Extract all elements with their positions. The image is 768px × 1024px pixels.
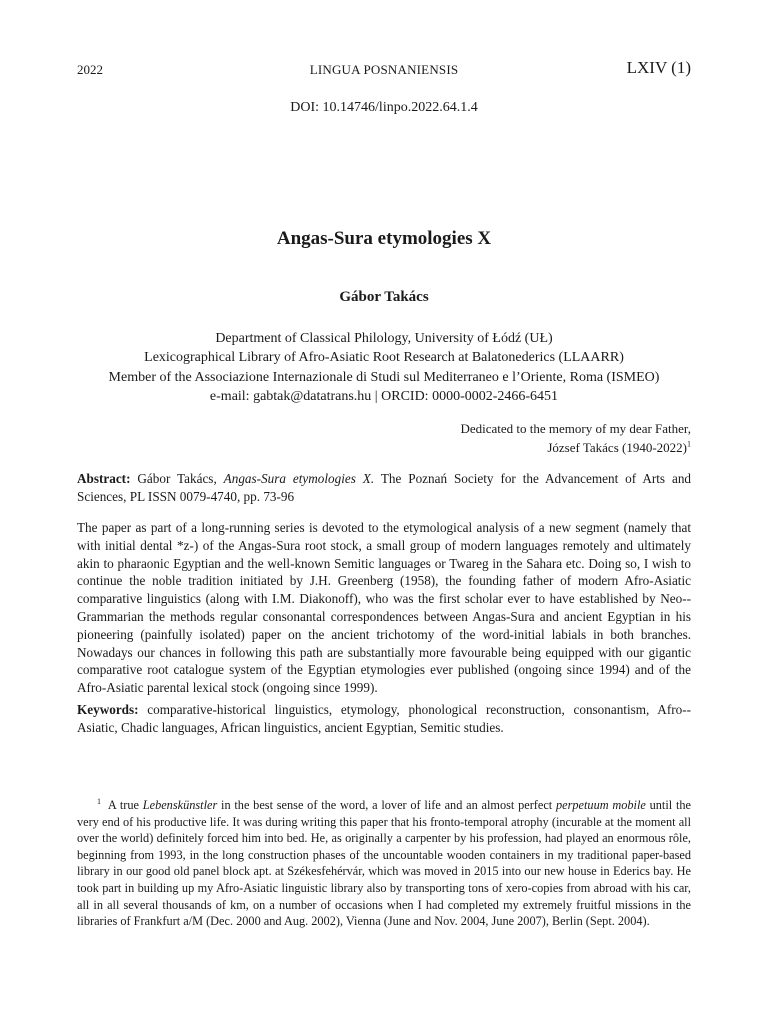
dedication — [291, 420, 691, 457]
header-journal-name: LINGUA POSNANIENSIS — [309, 62, 459, 77]
footnote-mark: 1 — [97, 796, 101, 806]
article-title: Angas-Sura etymologies X — [276, 228, 492, 249]
affiliation-line: Lexicographical Library of Afro-Asiatic Root Research at Balatonederics (LLAARR) — [144, 350, 624, 366]
footnote-ref[interactable]: 1 — [687, 439, 691, 449]
dedication-line: Dedicated to the memory of my dear Father, — [460, 421, 691, 436]
header-volume: LXIV (1) — [626, 58, 691, 77]
footnote-term: Lebenskünstler — [142, 798, 218, 812]
footnote-term: perpetuum mobile — [556, 798, 646, 812]
keywords-text: comparative-historical linguistics, etymology, phonological reconstruction, consonantism, Afro--Asiatic, Chadic languages, African linguistics, ancient Egyptian, Semitic studies. — [77, 702, 691, 735]
abstract-author: Gábor Takács, — [137, 471, 217, 486]
affiliation-line: Member of the Associazione Internazionale di Studi sul Mediterraneo e l’Oriente, Roma (ISMEO) — [108, 369, 660, 385]
keywords-label: Keywords: — [77, 702, 139, 717]
abstract-title: Angas-Sura etymologies X. — [223, 471, 375, 486]
author-name: Gábor Takács — [339, 289, 429, 305]
running-header — [77, 58, 691, 82]
abstract — [77, 470, 691, 506]
abstract-label: Abstract: — [77, 471, 131, 486]
author-affiliations — [77, 329, 691, 406]
abstract-body-paragraph: The paper as part of a long-running series is devoted to the etymological analysis of a new segment (namely that with initial dental *z-) of the Angas-Sura root stock, a small group of modern languages remotely and ultimately akin to pharaonic Egyptian and the well-known Semitic languages or Twareg in the Sahara etc. Doing so, I wish to continue the noble tradition initiated by J.H. Greenberg (1958), the founding father of modern Afro-Asiatic comparative linguistics (along with I.M. Diakonoff), who was the first scholar ever to have established by Neo--Grammarian the methods regular consonantal correspondences between Angas-Sura and ancient Egyptian in his pioneering (painfully isolated) paper on the ancient trichotomy of the word-initial labials in both branches. Nowadays our chances in following this path are substantially more favourable being equipped with our gigantic comparative root catalogue system of the Egyptian etymologies ever published (ongoing since 1994) and of the Afro-Asiatic parental lexical stock (ongoing since 1999). — [77, 520, 691, 696]
keywords — [77, 701, 691, 737]
abstract-citation: The Poznań Society for the Advancement of Arts and Sciences, PL ISSN 0079-4740, pp. 73-96 — [77, 471, 692, 504]
contact-line[interactable]: e-mail: gabtak@datatrans.hu | ORCID: 0000-0002-2466-6451 — [209, 388, 559, 404]
affiliation-line: Department of Classical Philology, University of Łódź (UŁ) — [215, 331, 553, 346]
header-year: 2022 — [77, 62, 103, 77]
dedication-line: József Takács (1940-2022)$^1$ — [547, 439, 691, 455]
doi-line[interactable]: DOI: 10.14746/linpo.2022.64.1.4 — [290, 100, 478, 115]
footnote-1: $^1$ A true Lebenskünstler in the best sense of the word, a lover of life and an almost perfect perpetuum mobile until the very end of his productive life. It was during writing this paper that his fronto-temporal atrophy (incurable at the moment all over the world) definitely forced him into bed. He, as originally a carpenter by his profession, had played an enormous rôle, beginning from 1993, in the long construction phases of the uncountable wooden containers in my traditional paper-based library in our good old panel block apt. at Székesfehérvár, which was moved in 2015 into our new house in Ederics bay. He took part in building up my Afro-Asiatic linguistic library also by transporting tons of xero-copies from abroad with his car, all in all several thousands of km, on a number of occasions when I had completed my extremely fruitful missions in the libraries of Frankfurt a/M (Dec. 2000 and Aug. 2002), Vienna (June and Nov. 2004, June 2007), Berlin (Sept. 2004). — [77, 796, 691, 929]
